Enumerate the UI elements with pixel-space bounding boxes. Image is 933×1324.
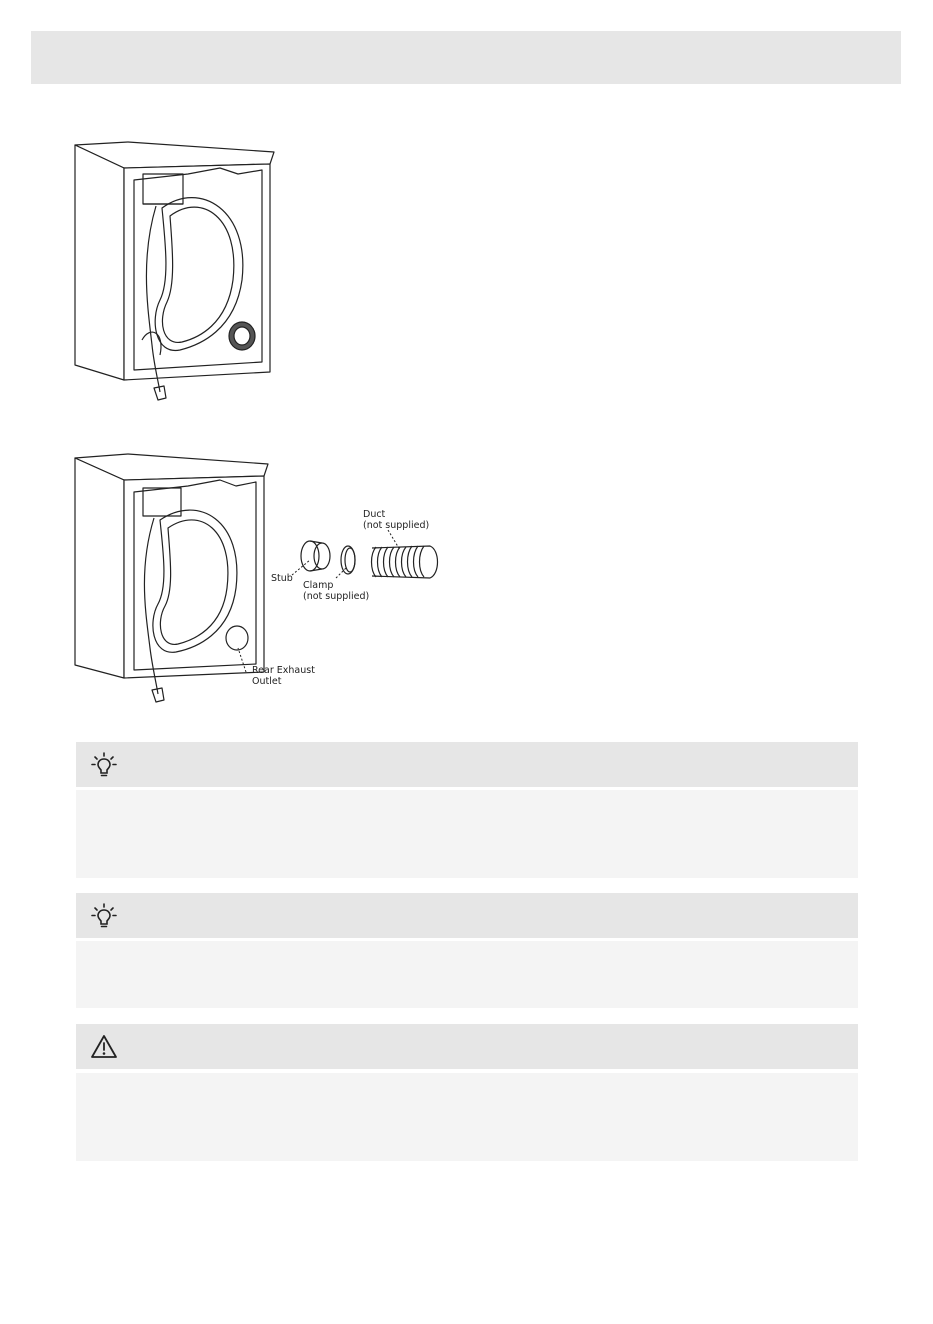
- tip-note-header-1: [76, 742, 858, 787]
- duct-label: Duct: [363, 509, 386, 520]
- clamp-note-label: (not supplied): [303, 591, 370, 602]
- lightbulb-icon: [90, 902, 118, 930]
- lightbulb-icon: [90, 751, 118, 779]
- dryer-rear-illustration: [70, 140, 280, 410]
- rear-exhaust-exploded-illustration: [70, 450, 440, 710]
- tip-note-header-2: [76, 893, 858, 938]
- tip-note-body-1: [76, 790, 858, 878]
- warning-triangle-icon: [90, 1033, 118, 1061]
- clamp-label: Clamp: [303, 580, 334, 591]
- outlet-label-line2: Outlet: [252, 676, 282, 687]
- warning-note-header: [76, 1024, 858, 1069]
- outlet-label-line1: Rear Exhaust: [252, 665, 315, 676]
- page-header-bar: [31, 31, 901, 84]
- tip-note-body-2: [76, 941, 858, 1008]
- stub-label: Stub: [271, 573, 293, 584]
- warning-note-body: [76, 1073, 858, 1161]
- duct-note-label: (not supplied): [363, 520, 430, 531]
